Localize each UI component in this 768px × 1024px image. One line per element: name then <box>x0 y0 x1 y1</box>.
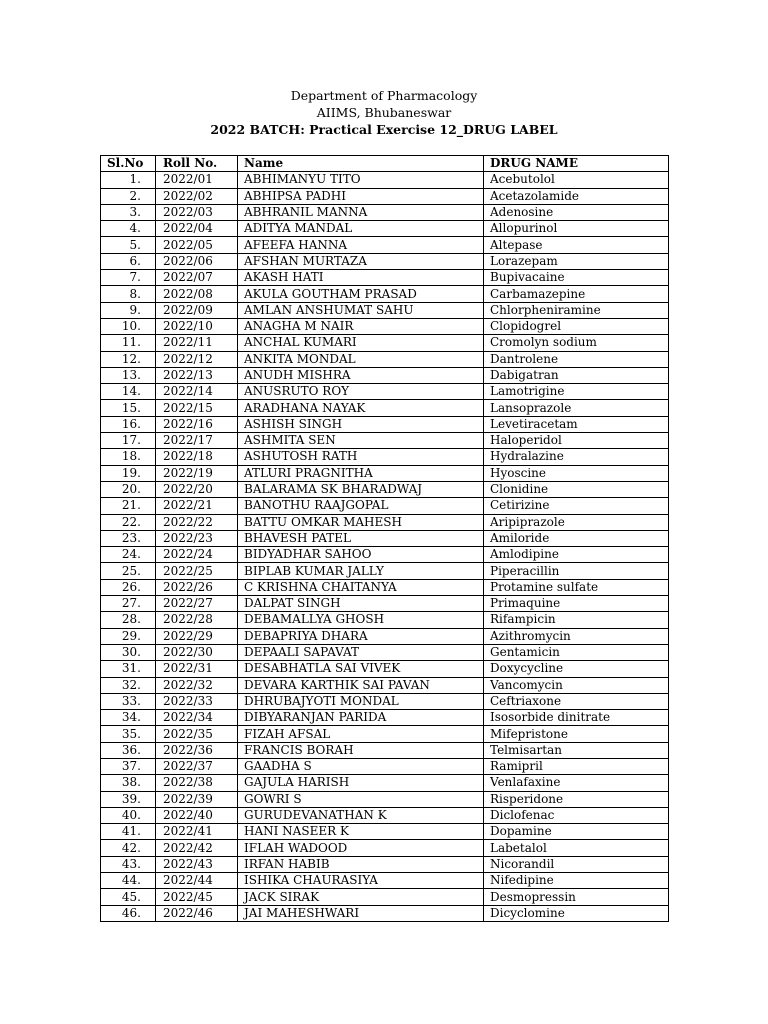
table-row <box>101 710 669 726</box>
table-row <box>101 807 669 823</box>
cell-drug-name: Clopidogrel <box>484 318 669 334</box>
cell-name: JAI MAHESHWARI <box>238 905 484 921</box>
cell-name: DEBAMALLYA GHOSH <box>238 612 484 628</box>
cell-roll-no: 2022/23 <box>156 530 238 546</box>
cell-name: ATLURI PRAGNITHA <box>238 465 484 481</box>
table-header-row <box>101 156 669 172</box>
cell-name: HANI NASEER K <box>238 824 484 840</box>
table-row <box>101 596 669 612</box>
table-row <box>101 824 669 840</box>
cell-sl-no: 10. <box>101 318 156 334</box>
cell-sl-no: 42. <box>101 840 156 856</box>
cell-name: FIZAH AFSAL <box>238 726 484 742</box>
cell-sl-no: 12. <box>101 351 156 367</box>
cell-roll-no: 2022/27 <box>156 596 238 612</box>
table-row <box>101 237 669 253</box>
table-row <box>101 286 669 302</box>
table-row <box>101 661 669 677</box>
cell-drug-name: Acetazolamide <box>484 188 669 204</box>
cell-sl-no: 36. <box>101 742 156 758</box>
table-row <box>101 514 669 530</box>
cell-roll-no: 2022/07 <box>156 270 238 286</box>
cell-name: AFEEFA HANNA <box>238 237 484 253</box>
cell-roll-no: 2022/05 <box>156 237 238 253</box>
cell-name: BANOTHU RAAJGOPAL <box>238 498 484 514</box>
cell-drug-name: Nicorandil <box>484 856 669 872</box>
cell-sl-no: 43. <box>101 856 156 872</box>
cell-drug-name: Amiloride <box>484 530 669 546</box>
cell-roll-no: 2022/15 <box>156 400 238 416</box>
cell-drug-name: Nifedipine <box>484 873 669 889</box>
table-row <box>101 547 669 563</box>
cell-sl-no: 26. <box>101 579 156 595</box>
cell-name: BALARAMA SK BHARADWAJ <box>238 481 484 497</box>
cell-sl-no: 5. <box>101 237 156 253</box>
cell-drug-name: Dopamine <box>484 824 669 840</box>
cell-roll-no: 2022/37 <box>156 758 238 774</box>
cell-drug-name: Labetalol <box>484 840 669 856</box>
cell-sl-no: 31. <box>101 661 156 677</box>
cell-roll-no: 2022/28 <box>156 612 238 628</box>
table-row <box>101 253 669 269</box>
cell-drug-name: Vancomycin <box>484 677 669 693</box>
cell-sl-no: 30. <box>101 644 156 660</box>
cell-roll-no: 2022/16 <box>156 416 238 432</box>
cell-sl-no: 41. <box>101 824 156 840</box>
table-row <box>101 873 669 889</box>
table-row <box>101 270 669 286</box>
cell-drug-name: Diclofenac <box>484 807 669 823</box>
cell-sl-no: 38. <box>101 775 156 791</box>
cell-name: BIPLAB KUMAR JALLY <box>238 563 484 579</box>
table-row <box>101 579 669 595</box>
cell-roll-no: 2022/44 <box>156 873 238 889</box>
cell-name: C KRISHNA CHAITANYA <box>238 579 484 595</box>
cell-name: ANUDH MISHRA <box>238 367 484 383</box>
cell-drug-name: Mifepristone <box>484 726 669 742</box>
cell-roll-no: 2022/39 <box>156 791 238 807</box>
cell-roll-no: 2022/32 <box>156 677 238 693</box>
cell-roll-no: 2022/21 <box>156 498 238 514</box>
cell-roll-no: 2022/38 <box>156 775 238 791</box>
cell-roll-no: 2022/10 <box>156 318 238 334</box>
cell-name: ASHMITA SEN <box>238 433 484 449</box>
cell-roll-no: 2022/20 <box>156 481 238 497</box>
cell-name: ABHIPSA PADHI <box>238 188 484 204</box>
column-header-drug-name: DRUG NAME <box>484 156 669 172</box>
cell-name: GAJULA HARISH <box>238 775 484 791</box>
table-row <box>101 481 669 497</box>
table-row <box>101 742 669 758</box>
table-row <box>101 204 669 220</box>
department-name: Department of Pharmacology <box>290 88 478 103</box>
cell-name: ABHRANIL MANNA <box>238 204 484 220</box>
table-row <box>101 758 669 774</box>
cell-drug-name: Ceftriaxone <box>484 693 669 709</box>
cell-sl-no: 19. <box>101 465 156 481</box>
cell-sl-no: 7. <box>101 270 156 286</box>
cell-drug-name: Hyoscine <box>484 465 669 481</box>
cell-name: ASHISH SINGH <box>238 416 484 432</box>
cell-sl-no: 18. <box>101 449 156 465</box>
cell-roll-no: 2022/11 <box>156 335 238 351</box>
cell-drug-name: Venlafaxine <box>484 775 669 791</box>
cell-drug-name: Lamotrigine <box>484 384 669 400</box>
cell-name: ABHIMANYU TITO <box>238 172 484 188</box>
table-row <box>101 612 669 628</box>
table-row <box>101 791 669 807</box>
table-row <box>101 889 669 905</box>
cell-name: IFLAH WADOOD <box>238 840 484 856</box>
cell-drug-name: Cetirizine <box>484 498 669 514</box>
cell-name: ANUSRUTO ROY <box>238 384 484 400</box>
cell-sl-no: 6. <box>101 253 156 269</box>
cell-sl-no: 32. <box>101 677 156 693</box>
cell-roll-no: 2022/33 <box>156 693 238 709</box>
cell-drug-name: Acebutolol <box>484 172 669 188</box>
table-row <box>101 644 669 660</box>
cell-name: ARADHANA NAYAK <box>238 400 484 416</box>
cell-name: DESABHATLA SAI VIVEK <box>238 661 484 677</box>
table-row <box>101 563 669 579</box>
cell-drug-name: Azithromycin <box>484 628 669 644</box>
cell-roll-no: 2022/30 <box>156 644 238 660</box>
cell-sl-no: 25. <box>101 563 156 579</box>
table-row <box>101 400 669 416</box>
cell-drug-name: Adenosine <box>484 204 669 220</box>
cell-name: ANCHAL KUMARI <box>238 335 484 351</box>
cell-drug-name: Dantrolene <box>484 351 669 367</box>
cell-roll-no: 2022/46 <box>156 905 238 921</box>
cell-roll-no: 2022/12 <box>156 351 238 367</box>
cell-drug-name: Gentamicin <box>484 644 669 660</box>
cell-name: ASHUTOSH RATH <box>238 449 484 465</box>
cell-name: GOWRI S <box>238 791 484 807</box>
table-row <box>101 172 669 188</box>
cell-roll-no: 2022/42 <box>156 840 238 856</box>
cell-name: ISHIKA CHAURASIYA <box>238 873 484 889</box>
cell-drug-name: Bupivacaine <box>484 270 669 286</box>
table-row <box>101 188 669 204</box>
cell-drug-name: Altepase <box>484 237 669 253</box>
cell-sl-no: 28. <box>101 612 156 628</box>
cell-drug-name: Lorazepam <box>484 253 669 269</box>
table-row <box>101 628 669 644</box>
cell-drug-name: Protamine sulfate <box>484 579 669 595</box>
cell-sl-no: 40. <box>101 807 156 823</box>
cell-roll-no: 2022/04 <box>156 221 238 237</box>
cell-sl-no: 29. <box>101 628 156 644</box>
cell-sl-no: 21. <box>101 498 156 514</box>
cell-sl-no: 45. <box>101 889 156 905</box>
table-row <box>101 221 669 237</box>
cell-sl-no: 27. <box>101 596 156 612</box>
table-row <box>101 530 669 546</box>
cell-drug-name: Haloperidol <box>484 433 669 449</box>
table-row <box>101 302 669 318</box>
table-row <box>101 384 669 400</box>
cell-name: AFSHAN MURTAZA <box>238 253 484 269</box>
table-row <box>101 693 669 709</box>
table-row <box>101 318 669 334</box>
cell-roll-no: 2022/35 <box>156 726 238 742</box>
cell-roll-no: 2022/19 <box>156 465 238 481</box>
cell-sl-no: 20. <box>101 481 156 497</box>
table-row <box>101 677 669 693</box>
cell-sl-no: 34. <box>101 710 156 726</box>
cell-name: JACK SIRAK <box>238 889 484 905</box>
table-row <box>101 351 669 367</box>
institute-name: AIIMS, Bhubaneswar <box>316 105 452 120</box>
cell-sl-no: 1. <box>101 172 156 188</box>
cell-drug-name: Cromolyn sodium <box>484 335 669 351</box>
table-row <box>101 433 669 449</box>
table-row <box>101 840 669 856</box>
cell-name: BIDYADHAR SAHOO <box>238 547 484 563</box>
cell-sl-no: 9. <box>101 302 156 318</box>
cell-sl-no: 37. <box>101 758 156 774</box>
cell-name: BATTU OMKAR MAHESH <box>238 514 484 530</box>
cell-sl-no: 2. <box>101 188 156 204</box>
cell-roll-no: 2022/41 <box>156 824 238 840</box>
cell-sl-no: 13. <box>101 367 156 383</box>
cell-drug-name: Aripiprazole <box>484 514 669 530</box>
cell-roll-no: 2022/26 <box>156 579 238 595</box>
cell-roll-no: 2022/14 <box>156 384 238 400</box>
cell-roll-no: 2022/24 <box>156 547 238 563</box>
cell-sl-no: 23. <box>101 530 156 546</box>
cell-drug-name: Hydralazine <box>484 449 669 465</box>
cell-name: BHAVESH PATEL <box>238 530 484 546</box>
cell-roll-no: 2022/45 <box>156 889 238 905</box>
cell-name: AKULA GOUTHAM PRASAD <box>238 286 484 302</box>
cell-sl-no: 33. <box>101 693 156 709</box>
column-header-sl-no: Sl.No <box>101 156 156 172</box>
table-row <box>101 416 669 432</box>
cell-roll-no: 2022/03 <box>156 204 238 220</box>
cell-roll-no: 2022/31 <box>156 661 238 677</box>
cell-roll-no: 2022/25 <box>156 563 238 579</box>
table-row <box>101 335 669 351</box>
cell-name: GURUDEVANATHAN K <box>238 807 484 823</box>
cell-drug-name: Clonidine <box>484 481 669 497</box>
cell-drug-name: Carbamazepine <box>484 286 669 302</box>
table-row <box>101 498 669 514</box>
column-header-name: Name <box>238 156 484 172</box>
cell-sl-no: 8. <box>101 286 156 302</box>
column-header-roll-no: Roll No. <box>156 156 238 172</box>
cell-name: DIBYARANJAN PARIDA <box>238 710 484 726</box>
cell-sl-no: 14. <box>101 384 156 400</box>
cell-roll-no: 2022/43 <box>156 856 238 872</box>
cell-drug-name: Levetiracetam <box>484 416 669 432</box>
cell-drug-name: Ramipril <box>484 758 669 774</box>
cell-name: GAADHA S <box>238 758 484 774</box>
cell-roll-no: 2022/09 <box>156 302 238 318</box>
table-row <box>101 367 669 383</box>
cell-name: DALPAT SINGH <box>238 596 484 612</box>
document-header <box>0 87 768 138</box>
cell-sl-no: 24. <box>101 547 156 563</box>
cell-sl-no: 17. <box>101 433 156 449</box>
cell-drug-name: Rifampicin <box>484 612 669 628</box>
cell-roll-no: 2022/06 <box>156 253 238 269</box>
cell-sl-no: 22. <box>101 514 156 530</box>
cell-roll-no: 2022/08 <box>156 286 238 302</box>
cell-roll-no: 2022/22 <box>156 514 238 530</box>
cell-name: FRANCIS BORAH <box>238 742 484 758</box>
cell-drug-name: Chlorpheniramine <box>484 302 669 318</box>
cell-drug-name: Dabigatran <box>484 367 669 383</box>
cell-name: DEBAPRIYA DHARA <box>238 628 484 644</box>
cell-drug-name: Primaquine <box>484 596 669 612</box>
cell-roll-no: 2022/13 <box>156 367 238 383</box>
cell-drug-name: Doxycycline <box>484 661 669 677</box>
cell-drug-name: Piperacillin <box>484 563 669 579</box>
cell-roll-no: 2022/01 <box>156 172 238 188</box>
drug-label-table <box>100 155 669 922</box>
cell-drug-name: Risperidone <box>484 791 669 807</box>
cell-drug-name: Telmisartan <box>484 742 669 758</box>
cell-sl-no: 4. <box>101 221 156 237</box>
table-row <box>101 449 669 465</box>
cell-drug-name: Allopurinol <box>484 221 669 237</box>
cell-name: ADITYA MANDAL <box>238 221 484 237</box>
cell-name: AMLAN ANSHUMAT SAHU <box>238 302 484 318</box>
cell-drug-name: Lansoprazole <box>484 400 669 416</box>
cell-roll-no: 2022/18 <box>156 449 238 465</box>
table-row <box>101 905 669 921</box>
table-row <box>101 726 669 742</box>
cell-name: DEPAALI SAPAVAT <box>238 644 484 660</box>
cell-drug-name: Desmopressin <box>484 889 669 905</box>
cell-sl-no: 3. <box>101 204 156 220</box>
cell-roll-no: 2022/02 <box>156 188 238 204</box>
cell-roll-no: 2022/36 <box>156 742 238 758</box>
table-body <box>101 172 669 922</box>
cell-sl-no: 11. <box>101 335 156 351</box>
table-row <box>101 775 669 791</box>
cell-sl-no: 16. <box>101 416 156 432</box>
cell-roll-no: 2022/17 <box>156 433 238 449</box>
cell-sl-no: 15. <box>101 400 156 416</box>
document-title: 2022 BATCH: Practical Exercise 12_DRUG LABEL <box>210 122 558 137</box>
cell-name: ANKITA MONDAL <box>238 351 484 367</box>
cell-drug-name: Dicyclomine <box>484 905 669 921</box>
cell-name: IRFAN HABIB <box>238 856 484 872</box>
table-row <box>101 465 669 481</box>
cell-roll-no: 2022/29 <box>156 628 238 644</box>
cell-name: DHRUBAJYOTI MONDAL <box>238 693 484 709</box>
cell-sl-no: 46. <box>101 905 156 921</box>
cell-sl-no: 39. <box>101 791 156 807</box>
cell-sl-no: 35. <box>101 726 156 742</box>
cell-name: DEVARA KARTHIK SAI PAVAN <box>238 677 484 693</box>
table-row <box>101 856 669 872</box>
cell-sl-no: 44. <box>101 873 156 889</box>
cell-roll-no: 2022/40 <box>156 807 238 823</box>
cell-roll-no: 2022/34 <box>156 710 238 726</box>
cell-drug-name: Amlodipine <box>484 547 669 563</box>
cell-drug-name: Isosorbide dinitrate <box>484 710 669 726</box>
cell-name: ANAGHA M NAIR <box>238 318 484 334</box>
cell-name: AKASH HATI <box>238 270 484 286</box>
